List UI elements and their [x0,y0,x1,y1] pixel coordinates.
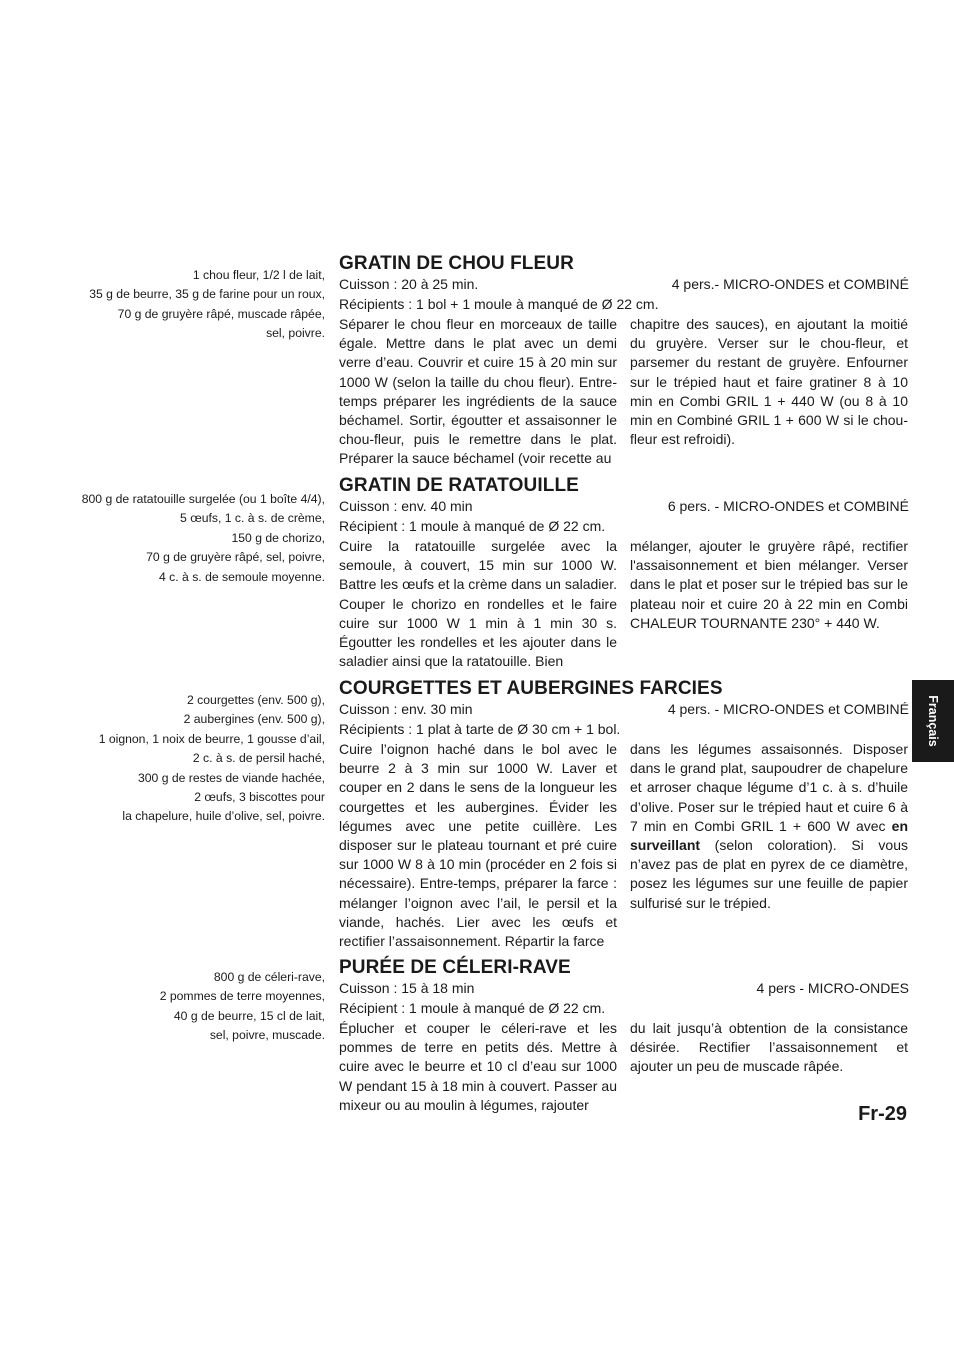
ingredient-line: la chapelure, huile d’olive, sel, poivre. [122,809,325,824]
ingredient-line: 2 œufs, 3 biscottes pour [194,790,325,805]
recipe-meta [339,979,909,999]
ingredient-line: sel, poivre, muscade. [209,1028,325,1043]
recipe-body [339,537,909,671]
ingredient-line: 1 chou fleur, 1/2 l de lait, [192,268,325,282]
ingredients-list [25,691,325,827]
recipe-meta [339,700,909,720]
ingredients-list [25,490,325,587]
ingredient-line: 150 g de chorizo, [231,530,325,545]
instructions-col-2: chapitre des sauces), en ajoutant la moitié du gruyère. Verser sur le chou-fleur, et parsemer du restant de gruyère. Enfourner sur le trépied haut et faire gratiner 8 à 10 min en Combi GRIL 1 + 440 W (ou 8 à 10 min en Combiné GRIL 1 + 600 W si le chou-fleur est refroidi). [630,316,908,448]
ingredient-line: 40 g de beurre, 15 cl de lait, [173,1008,325,1023]
recipe-title: COURGETTES ET AUBERGINES FARCIES [339,678,723,699]
recipe-body [339,740,909,951]
cooking-time: Cuisson : env. 30 min [339,701,473,717]
servings: 4 pers.- MICRO-ONDES et COMBINÉ [671,276,909,292]
ingredient-line: 800 g de ratatouille surgelée (ou 1 boîte 4/4), [81,492,325,506]
vessel-info: Récipients : 1 bol + 1 moule à manqué de Ø 22 cm. [339,295,659,312]
instructions-col-2: du lait jusqu’à obtention de la consistance désirée. Rectifier l’assaisonnement et ajouter un peu de muscade râpée. [630,1020,908,1075]
vessel-info: Récipient : 1 moule à manqué de Ø 22 cm. [339,517,606,534]
ingredients-list [25,266,325,344]
recipe-meta [339,497,909,517]
recipe-title: GRATIN DE CHOU FLEUR [339,253,574,274]
recipe-meta [339,275,909,295]
recipe-gratin-chou-fleur [339,253,909,469]
ingredient-line: 4 c. à s. de semoule moyenne. [159,569,325,584]
recipe-body [339,1019,909,1115]
bold-emphasis: en surveillant [630,817,908,854]
recipe-courgettes-aubergines [339,678,909,951]
instructions-col-2: mélanger, ajouter le gruyère râpé, rectifier l'assaisonnement et bien mélanger. Verser dans le plat et poser sur le trépied bas sur le plateau noir et cuire 20 à 22 min en Combi CHALEUR TOURNANTE 230° + 440 W. [630,538,908,631]
ingredient-line: 2 pommes de terre moyennes, [159,989,325,1004]
servings: 6 pers. - MICRO-ONDES et COMBINÉ [667,498,909,514]
recipe-gratin-ratatouille [339,475,909,671]
cooking-time: Cuisson : env. 40 min [339,498,473,514]
recipe-body [339,315,909,469]
recipe-puree-celeri-rave [339,957,909,1115]
ingredient-line: 2 c. à s. de persil haché, [192,751,325,766]
instructions-col-1: Éplucher et couper le céleri-rave et les pommes de terre en petits dés. Mettre à cuire avec le beurre et 10 cl d’eau sur 1000 W pendant 15 à 18 min à couvert. Passer au mixeur ou au moulin à légumes, rajouter [339,1020,617,1113]
ingredient-line: 800 g de céleri-rave, [213,970,325,984]
language-tab-label: Français [926,695,940,747]
ingredient-line: 1 oignon, 1 noix de beurre, 1 gousse d’ail, [98,731,325,746]
page-number: Fr-29 [858,1103,907,1125]
ingredient-line: 2 aubergines (env. 500 g), [183,712,325,727]
servings: 4 pers. - MICRO-ONDES et COMBINÉ [667,701,909,717]
ingredient-line: 70 g de gruyère râpé, muscade râpée, [117,306,325,321]
instructions-text: (selon coloration). Si vous n’avez pas de plat en pyrex de ce diamètre, posez les légumes sur une feuille de papier sulfurisé sur le trépied. [630,837,908,911]
cooking-time: Cuisson : 15 à 18 min [339,980,475,996]
instructions-text: dans les légumes assaisonnés. Disposer dans le grand plat, saupoudrer de chapelure et arroser chaque légume d’1 c. à s. d’huile d’olive. Poser sur le trépied haut et cuire 6 à 7 min en Combi GRIL 1 + 600 W avec [630,741,908,834]
cooking-time: Cuisson : 20 à 25 min. [339,276,479,292]
vessel-info: Récipient : 1 moule à manqué de Ø 22 cm. [339,999,606,1016]
servings: 4 pers - MICRO-ONDES [756,980,909,996]
ingredient-line: sel, poivre. [266,326,325,341]
ingredient-line: 70 g de gruyère râpé, sel, poivre, [146,550,325,565]
recipe-title: GRATIN DE RATATOUILLE [339,475,579,496]
recipe-title: PURÉE DE CÉLERI-RAVE [339,957,571,978]
language-tab [912,680,954,762]
ingredients-list [25,968,325,1046]
ingredient-line: 300 g de restes de viande hachée, [137,770,325,785]
vessel-info: Récipients : 1 plat à tarte de Ø 30 cm + 1 bol. [339,720,621,737]
ingredient-line: 35 g de beurre, 35 g de farine pour un roux, [89,287,325,302]
instructions-col-1: Cuire l’oignon haché dans le bol avec le beurre 2 à 3 min sur 1000 W. Laver et couper en 2 dans le sens de la longueur les courgettes et les aubergines. Évider les légumes avec une petite cuillère. Les disposer sur le plateau tournant et pré cuire sur 1000 W 8 à 10 min (procéder en 2 fois si nécessaire). Entre-temps, préparer la farce : mélanger l’oignon avec l’ail, le persil et la viande, hachés. Lier avec les œufs et rectifier l’assaisonnement. Répartir la farce [339,741,617,950]
instructions-col-1: Séparer le chou fleur en morceaux de taille égale. Mettre dans le plat avec un demi verre d’eau. Couvrir et cuire 15 à 20 min sur 1000 W (selon la taille du chou fleur). Entre-temps préparer les ingrédients de la sauce béchamel. Sortir, égoutter et assaisonner le chou-fleur, puis le remettre dans le plat. Préparer la sauce béchamel (voir recette au [339,316,617,467]
ingredient-line: 5 œufs, 1 c. à s. de crème, [180,511,325,526]
instructions-col-1: Cuire la ratatouille surgelée avec la semoule, à couvert, 15 min sur 1000 W. Battre les œufs et la crème dans un saladier. Couper le chorizo en rondelles et le faire cuire sur 1000 W 1 min à 1 min 30 s. Égoutter les rondelles et les ajouter dans le saladier ainsi que la ratatouille. Bien [339,538,617,670]
instructions-col-2 [630,740,908,951]
ingredient-line: 2 courgettes (env. 500 g), [187,693,325,707]
